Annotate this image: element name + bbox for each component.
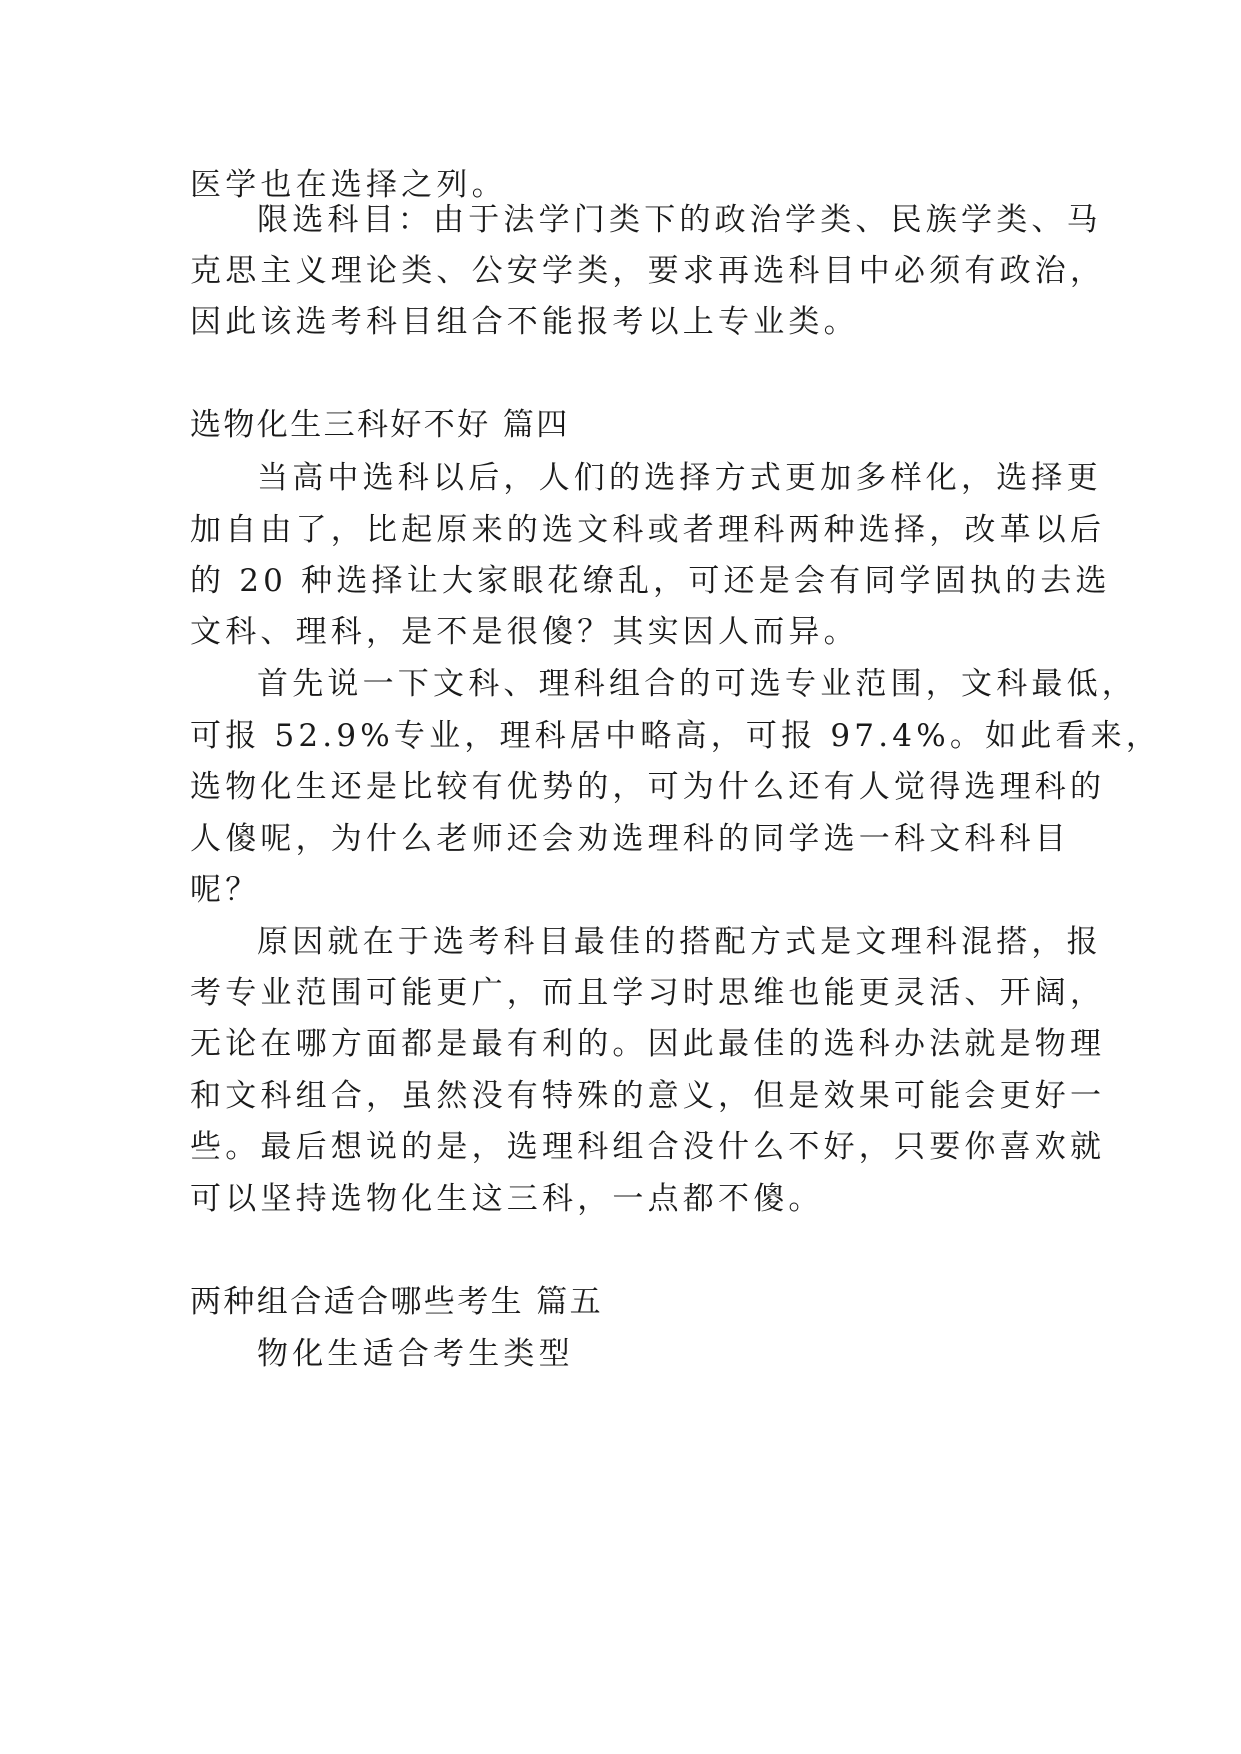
paragraph-line: 和文科组合，虽然没有特殊的意义，但是效果可能会更好一	[190, 1078, 1106, 1114]
paragraph-line: 加自由了，比起原来的选文科或者理科两种选择，改革以后	[190, 512, 1106, 548]
paragraph-line: 人傻呢，为什么老师还会劝选理科的同学选一科文科科目	[190, 821, 1070, 857]
paragraph-line: 考专业范围可能更广，而且学习时思维也能更灵活、开阔，	[190, 975, 1106, 1011]
section-heading: 选物化生三科好不好 篇四	[190, 407, 570, 443]
paragraph-line: 些。最后想说的是，选理科组合没什么不好，只要你喜欢就	[190, 1129, 1106, 1165]
section-heading: 两种组合适合哪些考生 篇五	[190, 1284, 604, 1320]
paragraph-line: 的 20 种选择让大家眼花缭乱，可还是会有同学固执的去选	[190, 563, 1111, 599]
paragraph-line: 文科、理科，是不是很傻？其实因人而异。	[190, 614, 859, 650]
paragraph-line: 医学也在选择之列。	[190, 167, 507, 203]
paragraph-line: 呢？	[190, 872, 261, 908]
paragraph-line: 当高中选科以后，人们的选择方式更加多样化，选择更	[257, 460, 1102, 496]
paragraph-line: 可以坚持选物化生这三科，一点都不傻。	[190, 1181, 824, 1217]
paragraph-line: 物化生适合考生类型	[257, 1336, 574, 1372]
paragraph-line: 首先说一下文科、理科组合的可选专业范围，文科最低，	[257, 666, 1137, 702]
paragraph-line: 限选科目：由于法学门类下的政治学类、民族学类、马	[257, 202, 1102, 238]
paragraph-line: 选物化生还是比较有优势的，可为什么还有人觉得选理科的	[190, 769, 1106, 805]
paragraph-line: 因此该选考科目组合不能报考以上专业类。	[190, 304, 859, 340]
paragraph-line: 克思主义理论类、公安学类，要求再选科目中必须有政治，	[190, 253, 1106, 289]
paragraph-line: 无论在哪方面都是最有利的。因此最佳的选科办法就是物理	[190, 1026, 1106, 1062]
paragraph-line: 原因就在于选考科目最佳的搭配方式是文理科混搭，报	[257, 924, 1102, 960]
paragraph-line: 可报 52.9%专业，理科居中略高，可报 97.4%。如此看来，	[190, 718, 1162, 754]
